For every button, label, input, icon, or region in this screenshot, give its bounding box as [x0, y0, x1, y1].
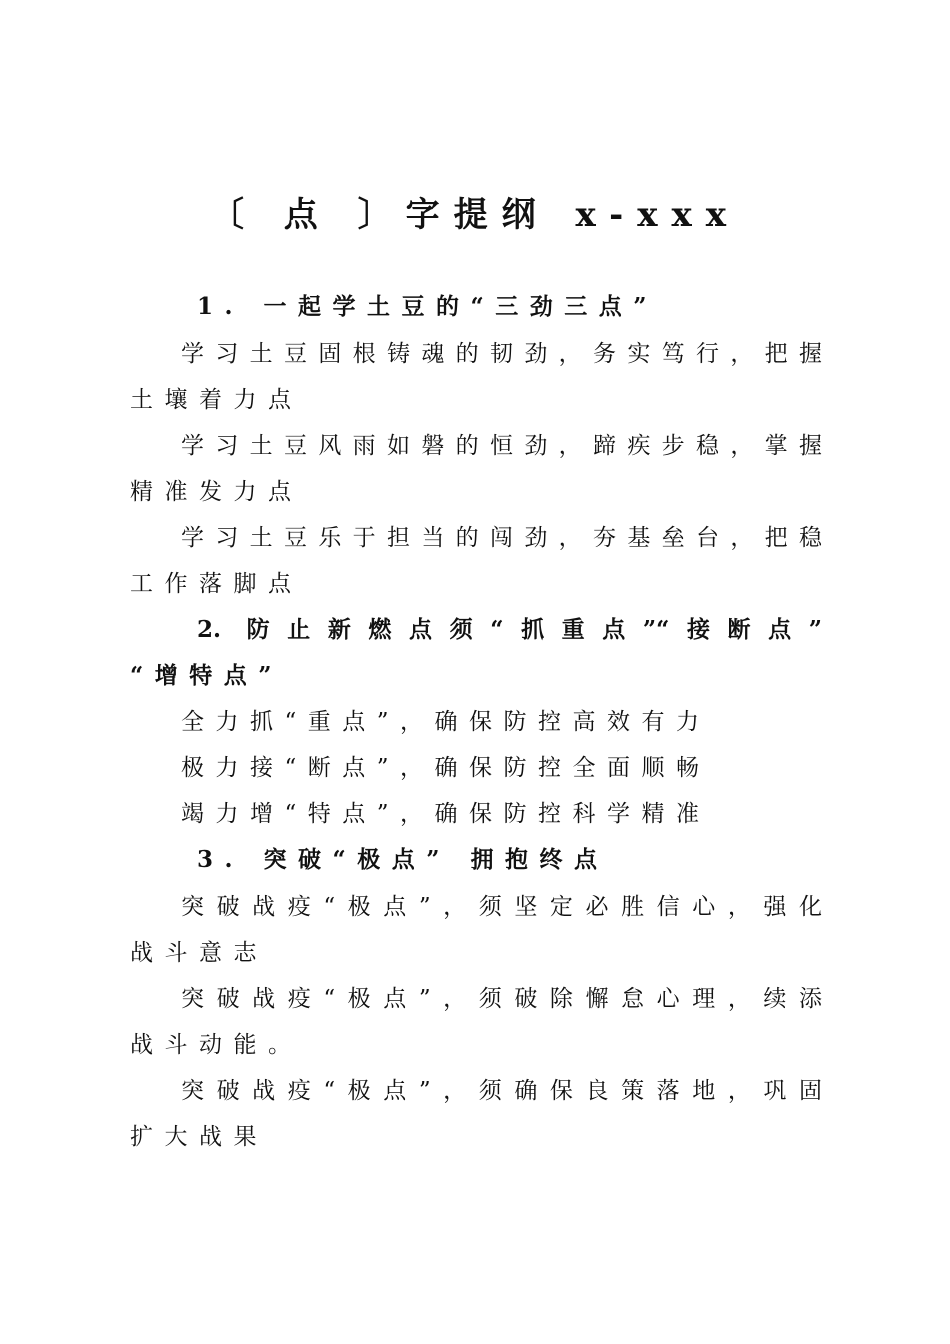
section-1-item-1-line-1: 学习土豆固根铸魂的韧劲，务实笃行，把握: [181, 341, 822, 367]
section-1-item-1-line-2: 土壤着力点: [130, 387, 303, 413]
section-2-heading-line-1: 2. 防止新燃点须“抓重点”“接断点”: [197, 616, 822, 643]
section-3-item-2-line-2: 战斗动能。: [130, 1032, 303, 1058]
section-1-heading: 1. 一起学土豆的“三劲三点”: [197, 293, 658, 320]
section-1-item-2-line-2: 精准发力点: [130, 479, 303, 505]
document-title: 〔 点 〕字提纲 x-xxx: [209, 195, 741, 235]
section-3-heading: 3. 突破“极点” 拥抱终点: [197, 846, 609, 873]
section-1-item-2-line-1: 学习土豆风雨如磐的恒劲，蹄疾步稳，掌握: [181, 433, 822, 459]
section-1-item-3-line-1: 学习土豆乐于担当的闯劲，夯基垒台，把稳: [181, 525, 822, 551]
section-2-item-3: 竭力增“特点”，确保防控科学精准: [181, 801, 711, 827]
section-1-item-3-line-2: 工作落脚点: [130, 571, 303, 597]
section-3-item-2-line-1: 突破战疫“极点”，须破除懈怠心理，续添: [181, 986, 822, 1012]
section-3-item-3-line-1: 突破战疫“极点”，须确保良策落地，巩固: [181, 1078, 822, 1104]
section-3-item-3-line-2: 扩大战果: [130, 1124, 268, 1150]
section-2-heading-line-2: “增特点”: [130, 662, 283, 689]
section-2-item-2: 极力接“断点”，确保防控全面顺畅: [181, 755, 711, 781]
section-3-item-1-line-1: 突破战疫“极点”，须坚定必胜信心，强化: [181, 894, 822, 920]
section-2-item-1: 全力抓“重点”，确保防控高效有力: [181, 709, 711, 735]
section-3-item-1-line-2: 战斗意志: [130, 940, 268, 966]
